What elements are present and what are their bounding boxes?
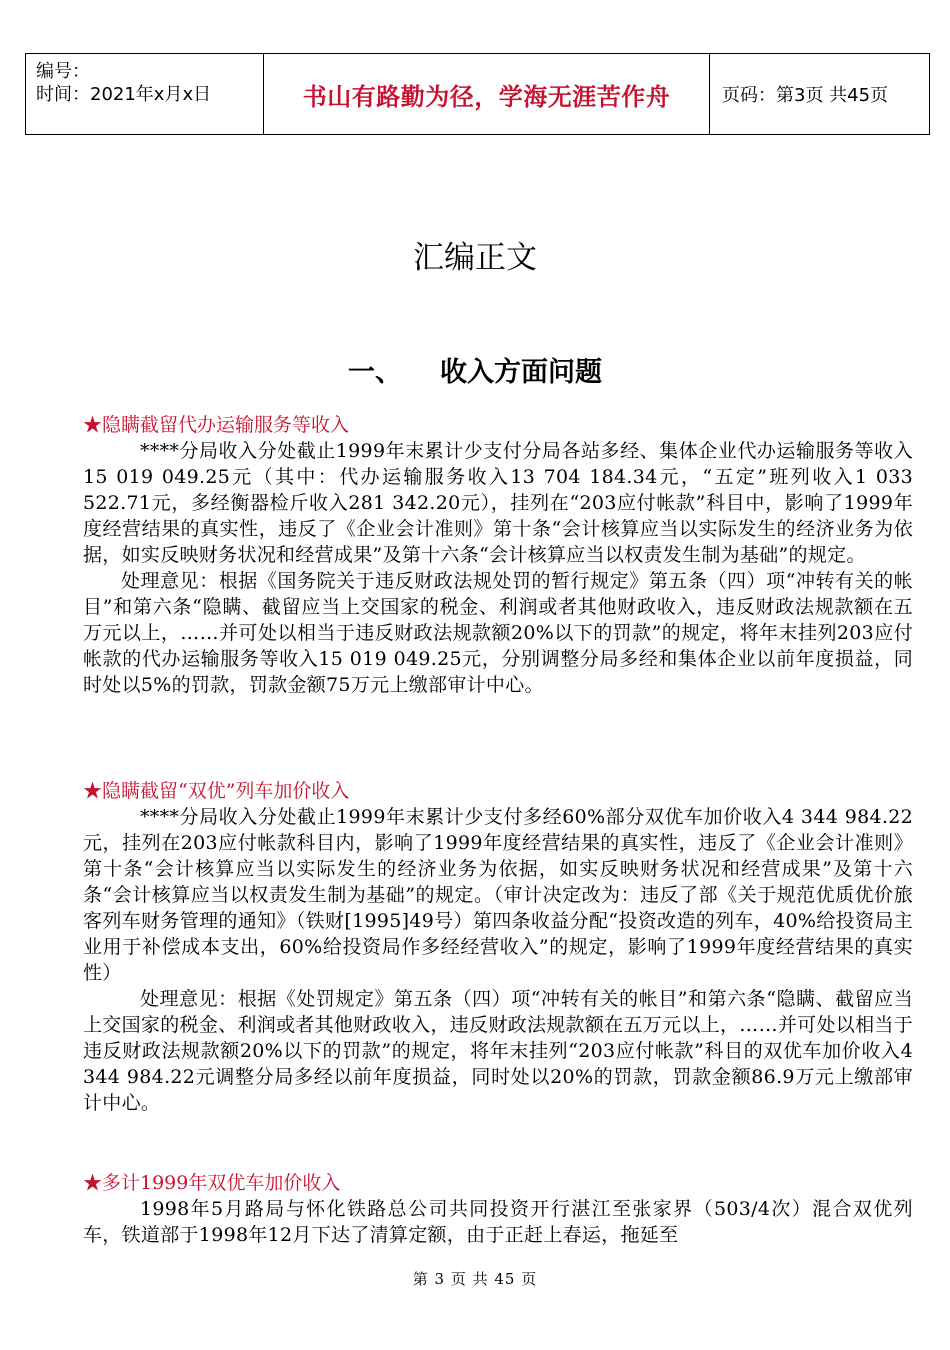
item-paragraph: 处理意见：根据《国务院关于违反财政法规处罚的暂行规定》第五条（四）项“冲转有关的帐目”和第六条“隐瞒、截留应当上交国家的税金、利润或者其他财政收入，违反财政法规款额在五万元以上，……并可处以相当于违反财政法规款额20%以下的罚款”的规定，将年末挂列203应付帐款的代办运输服务等收入15 019 049.25元，分别调整分局多经和集体企业以前年度损益，同时处以5%的罚款，罚款金额75万元上缴部审计中心。 [83,570,913,696]
item-paragraph: ****分局收入分处截止1999年末累计少支付分局各站多经、集体企业代办运输服务等收入15 019 049.25元（其中：代办运输服务收入13 704 184.34元，“五定”班列收入1 033 522.71元，多经衡器检斤收入281 342.20元），挂列在“203应付帐款”科目中，影响了1999年度经营结果的真实性，违反了《企业会计准则》第十条“会计核算应当以实际发生的经济业务为依据，如实反映财务状况和经营成果”及第十六条“会计核算应当以权责发生制为基础”的规定。 [83,440,913,566]
item-heading: ★隐瞒截留“双优”列车加价收入 [83,780,350,802]
header-time-label: 时间：2021年x月x日 [36,84,212,105]
item-paragraph: 处理意见：根据《处罚规定》第五条（四）项“冲转有关的帐目”和第六条“隐瞒、截留应当上交国家的税金、利润或者其他财政收入，违反财政法规款额在五万元以上，……并可处以相当于违反财政法规款额20%以下的罚款”的规定，将年末挂列“203应付帐款”科目的双优车加价收入4 344 984.22元调整分局多经以前年度损益，同时处以20%的罚款，罚款金额86.9万元上缴部审计中心。 [83,988,913,1114]
header-motto: 书山有路勤为径，学海无涯苦作舟 [264,54,710,134]
item-paragraph: ****分局收入分处截止1999年末累计少支付多经60%部分双优车加价收入4 344 984.22元，挂列在203应付帐款科目内，影响了1999年度经营结果的真实性，违反了《企业会计准则》第十条“会计核算应当以实际发生的经济业务为依据，如实反映财务状况和经营成果”及第十六条“会计核算应当以权责发生制为基础”的规定。（审计决定改为：违反了部《关于规范优质优价旅客列车财务管理的通知》（铁财[1995]49号）第四条收益分配“投资改造的列车，40%给投资局主业用于补偿成本支出，60%给投资局作多经经营收入”的规定，影响了1999年度经营结果的真实性） [83,806,913,984]
item-heading: ★多计1999年双优车加价收入 [83,1172,341,1194]
section-title [0,350,950,389]
header-meta [26,54,264,134]
audit-item [83,778,913,1116]
page-header [25,53,930,135]
item-paragraph: 1998年5月路局与怀化铁路总公司共同投资开行湛江至张家界（503/4次）混合双优列车，铁道部于1998年12月下达了清算定额，由于正赶上春运，拖延至 [83,1198,913,1246]
section-number: 一、 [348,357,402,388]
section-title-text: 收入方面问题 [440,357,602,388]
document-title: 汇编正文 [413,240,537,276]
audit-item [83,1170,913,1248]
item-heading: ★隐瞒截留代办运输服务等收入 [83,414,350,436]
page-footer: 第 3 页 共 45 页 [412,1270,538,1288]
header-number-label: 编号： [36,61,90,82]
audit-item [83,412,913,698]
header-page-info: 页码：第3页 共45页 [722,85,889,106]
